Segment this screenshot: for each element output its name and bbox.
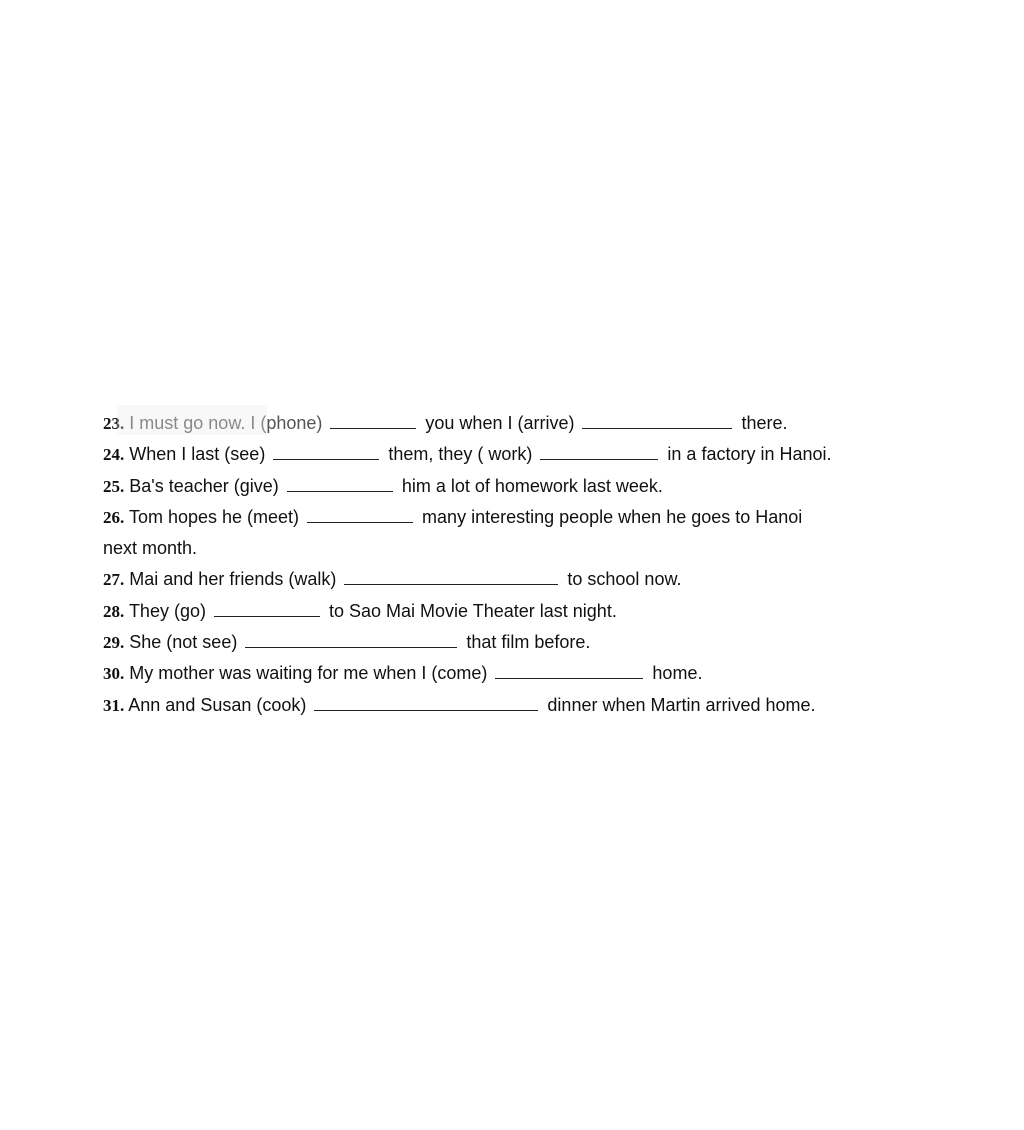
answer-blank[interactable] — [582, 412, 732, 429]
question-number: 29. — [103, 633, 125, 653]
question-number: 28. — [103, 601, 125, 621]
question-27 — [103, 564, 883, 595]
answer-blank[interactable] — [287, 475, 393, 492]
answer-blank[interactable] — [314, 694, 538, 711]
question-text: them, they ( work) — [388, 444, 533, 465]
exercise-worksheet — [103, 408, 883, 721]
question-text: that film before. — [466, 632, 591, 653]
answer-blank[interactable] — [307, 506, 413, 523]
question-text: I must go now. I (phone) — [129, 413, 323, 433]
question-text: to Sao Mai Movie Theater last night. — [329, 600, 617, 621]
question-text: him a lot of homework last week. — [401, 475, 663, 496]
question-text: Tom hopes he (meet) — [128, 506, 300, 527]
question-text: in a factory in Hanoi. — [667, 444, 832, 465]
question-26 — [103, 502, 883, 533]
answer-blank[interactable] — [273, 443, 379, 460]
question-31 — [103, 690, 883, 721]
question-text: to school now. — [567, 569, 682, 590]
question-text: home. — [652, 663, 703, 684]
answer-blank[interactable] — [344, 568, 558, 585]
question-number: 31. — [103, 695, 125, 715]
question-text: Ann and Susan (cook) — [128, 694, 307, 715]
answer-blank[interactable] — [330, 412, 416, 429]
question-text: you when I (arrive) — [425, 413, 575, 433]
question-25 — [103, 471, 883, 502]
question-text: When I last (see) — [129, 444, 266, 465]
question-24 — [103, 439, 883, 470]
question-text: there. — [741, 413, 788, 433]
question-23 — [103, 408, 883, 439]
question-number: 27. — [103, 570, 125, 590]
question-text: many interesting people when he goes to Hanoi — [422, 506, 803, 527]
question-text: Ba's teacher (give) — [129, 475, 279, 496]
question-text: They (go) — [128, 600, 206, 621]
question-number: 30. — [103, 664, 125, 684]
question-number: 25. — [103, 476, 125, 496]
question-text: My mother was waiting for me when I (come) — [129, 663, 488, 684]
question-text: dinner when Martin arrived home. — [547, 694, 816, 715]
question-number: 26. — [103, 507, 125, 527]
question-number: 23. — [103, 414, 125, 433]
question-29 — [103, 627, 883, 658]
question-text: next month. — [103, 538, 198, 559]
question-28 — [103, 596, 883, 627]
question-30 — [103, 658, 883, 689]
question-number: 24. — [103, 445, 125, 465]
answer-blank[interactable] — [495, 662, 643, 679]
question-text: She (not see) — [129, 632, 238, 653]
question-26-continuation — [103, 533, 883, 564]
answer-blank[interactable] — [245, 631, 457, 648]
answer-blank[interactable] — [214, 600, 320, 617]
answer-blank[interactable] — [540, 443, 658, 460]
question-text: Mai and her friends (walk) — [129, 569, 337, 590]
